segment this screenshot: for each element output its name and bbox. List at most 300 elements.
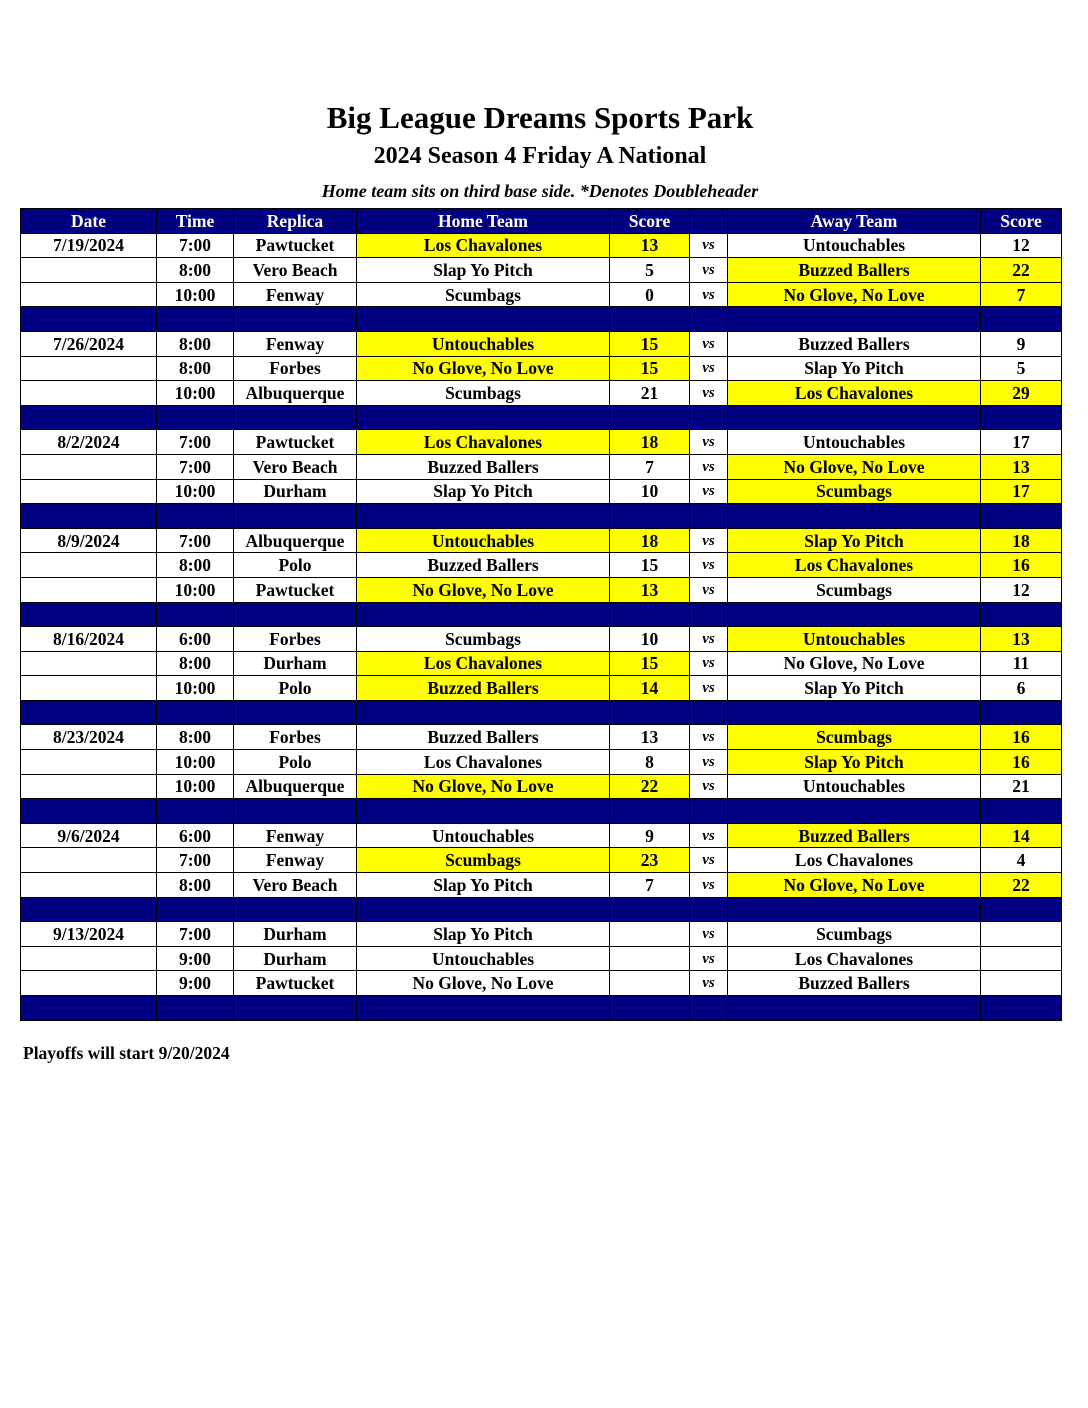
vs-label: vs <box>690 430 728 455</box>
home-team: Untouchables <box>357 528 610 553</box>
separator-cell <box>157 700 234 725</box>
home-score: 21 <box>610 381 690 406</box>
separator-cell <box>357 799 610 824</box>
away-score: 9 <box>981 331 1062 356</box>
game-time: 7:00 <box>157 430 234 455</box>
game-time: 9:00 <box>157 971 234 996</box>
game-time: 6:00 <box>157 627 234 652</box>
separator-cell <box>357 602 610 627</box>
week-date <box>21 651 157 676</box>
separator-cell <box>357 897 610 922</box>
separator-cell <box>21 504 157 529</box>
away-team: Scumbags <box>728 725 981 750</box>
schedule-table <box>20 208 1062 1021</box>
home-team: No Glove, No Love <box>357 577 610 602</box>
away-score: 29 <box>981 381 1062 406</box>
week-date <box>21 381 157 406</box>
separator-cell <box>981 602 1062 627</box>
week-separator <box>21 405 1062 430</box>
week-date: 7/26/2024 <box>21 331 157 356</box>
away-team: Buzzed Ballers <box>728 823 981 848</box>
away-team: Scumbags <box>728 577 981 602</box>
separator-cell <box>157 405 234 430</box>
separator-cell <box>690 897 728 922</box>
separator-cell <box>157 602 234 627</box>
replica-field: Albuquerque <box>234 774 357 799</box>
week-date <box>21 676 157 701</box>
separator-cell <box>728 996 981 1021</box>
game-time: 10:00 <box>157 750 234 775</box>
vs-label: vs <box>690 528 728 553</box>
away-team: No Glove, No Love <box>728 454 981 479</box>
vs-label: vs <box>690 331 728 356</box>
separator-cell <box>234 307 357 332</box>
home-score: 23 <box>610 848 690 873</box>
home-team: Los Chavalones <box>357 233 610 258</box>
game-time: 8:00 <box>157 553 234 578</box>
home-score: 13 <box>610 725 690 750</box>
separator-cell <box>234 700 357 725</box>
game-time: 7:00 <box>157 922 234 947</box>
game-time: 7:00 <box>157 454 234 479</box>
col-away-team: Away Team <box>728 209 981 234</box>
home-score: 9 <box>610 823 690 848</box>
week-date: 9/13/2024 <box>21 922 157 947</box>
week-date <box>21 848 157 873</box>
week-separator <box>21 799 1062 824</box>
home-team: Untouchables <box>357 823 610 848</box>
replica-field: Forbes <box>234 725 357 750</box>
separator-cell <box>690 996 728 1021</box>
away-score: 16 <box>981 725 1062 750</box>
vs-label: vs <box>690 848 728 873</box>
vs-label: vs <box>690 258 728 283</box>
vs-label: vs <box>690 553 728 578</box>
away-team: Los Chavalones <box>728 946 981 971</box>
away-team: Buzzed Ballers <box>728 331 981 356</box>
game-time: 7:00 <box>157 233 234 258</box>
home-score: 7 <box>610 454 690 479</box>
separator-cell <box>981 405 1062 430</box>
separator-cell <box>21 996 157 1021</box>
away-score: 12 <box>981 233 1062 258</box>
replica-field: Polo <box>234 553 357 578</box>
replica-field: Albuquerque <box>234 528 357 553</box>
separator-cell <box>21 897 157 922</box>
vs-label: vs <box>690 946 728 971</box>
vs-label: vs <box>690 577 728 602</box>
page-title: Big League Dreams Sports Park <box>326 100 754 135</box>
separator-cell <box>21 405 157 430</box>
home-team: Scumbags <box>357 381 610 406</box>
separator-cell <box>690 504 728 529</box>
home-score: 0 <box>610 282 690 307</box>
week-separator <box>21 996 1062 1021</box>
game-time: 10:00 <box>157 577 234 602</box>
away-team: Untouchables <box>728 233 981 258</box>
home-score: 14 <box>610 676 690 701</box>
replica-field: Vero Beach <box>234 258 357 283</box>
home-team: Buzzed Ballers <box>357 676 610 701</box>
home-team: Slap Yo Pitch <box>357 922 610 947</box>
vs-label: vs <box>690 676 728 701</box>
col-away-score: Score <box>981 209 1062 234</box>
home-score <box>610 971 690 996</box>
vs-label: vs <box>690 750 728 775</box>
col-home-team: Home Team <box>357 209 610 234</box>
week-date <box>21 479 157 504</box>
separator-cell <box>234 799 357 824</box>
separator-cell <box>690 602 728 627</box>
separator-cell <box>728 700 981 725</box>
game-row <box>21 651 1062 676</box>
away-score <box>981 971 1062 996</box>
away-score: 22 <box>981 258 1062 283</box>
game-time: 10:00 <box>157 479 234 504</box>
separator-cell <box>610 700 690 725</box>
vs-label: vs <box>690 381 728 406</box>
home-team: Untouchables <box>357 946 610 971</box>
away-team: Slap Yo Pitch <box>728 676 981 701</box>
separator-cell <box>357 307 610 332</box>
vs-label: vs <box>690 454 728 479</box>
home-team: Untouchables <box>357 331 610 356</box>
home-score: 5 <box>610 258 690 283</box>
away-team: Los Chavalones <box>728 553 981 578</box>
away-score <box>981 922 1062 947</box>
separator-cell <box>728 307 981 332</box>
game-time: 7:00 <box>157 848 234 873</box>
col-date: Date <box>21 209 157 234</box>
separator-cell <box>21 700 157 725</box>
vs-label: vs <box>690 233 728 258</box>
vs-label: vs <box>690 922 728 947</box>
vs-label: vs <box>690 282 728 307</box>
away-team: Slap Yo Pitch <box>728 750 981 775</box>
home-score: 10 <box>610 627 690 652</box>
game-time: 8:00 <box>157 356 234 381</box>
game-row <box>21 282 1062 307</box>
away-score: 18 <box>981 528 1062 553</box>
game-row <box>21 479 1062 504</box>
replica-field: Polo <box>234 750 357 775</box>
away-score: 7 <box>981 282 1062 307</box>
home-team: Scumbags <box>357 627 610 652</box>
separator-cell <box>728 897 981 922</box>
away-team: Buzzed Ballers <box>728 258 981 283</box>
schedule-note: Home team sits on third base side. *Denotes Doubleheader <box>321 181 759 201</box>
col-replica: Replica <box>234 209 357 234</box>
schedule-body <box>21 233 1062 1020</box>
home-team: Buzzed Ballers <box>357 725 610 750</box>
page-subtitle: 2024 Season 4 Friday A National <box>373 143 707 169</box>
home-team: No Glove, No Love <box>357 774 610 799</box>
game-row <box>21 258 1062 283</box>
game-row <box>21 627 1062 652</box>
separator-cell <box>357 504 610 529</box>
away-team: Scumbags <box>728 479 981 504</box>
game-row <box>21 823 1062 848</box>
col-home-score: Score <box>610 209 690 234</box>
game-time: 8:00 <box>157 651 234 676</box>
game-time: 10:00 <box>157 676 234 701</box>
game-time: 6:00 <box>157 823 234 848</box>
away-score: 12 <box>981 577 1062 602</box>
separator-cell <box>728 602 981 627</box>
separator-cell <box>610 307 690 332</box>
separator-cell <box>21 307 157 332</box>
home-team: Scumbags <box>357 282 610 307</box>
col-vs <box>690 209 728 234</box>
separator-cell <box>610 996 690 1021</box>
vs-label: vs <box>690 479 728 504</box>
game-row <box>21 774 1062 799</box>
home-team: Scumbags <box>357 848 610 873</box>
away-team: Untouchables <box>728 430 981 455</box>
week-date <box>21 454 157 479</box>
separator-cell <box>981 897 1062 922</box>
separator-cell <box>728 504 981 529</box>
playoffs-note: Playoffs will start 9/20/2024 <box>23 1043 230 1063</box>
game-row <box>21 331 1062 356</box>
home-team: Los Chavalones <box>357 651 610 676</box>
game-time: 8:00 <box>157 331 234 356</box>
home-team: Slap Yo Pitch <box>357 873 610 898</box>
game-time: 9:00 <box>157 946 234 971</box>
game-row <box>21 676 1062 701</box>
week-date <box>21 971 157 996</box>
game-time: 10:00 <box>157 774 234 799</box>
home-score: 13 <box>610 233 690 258</box>
separator-cell <box>234 897 357 922</box>
week-date <box>21 577 157 602</box>
week-date <box>21 553 157 578</box>
home-score: 8 <box>610 750 690 775</box>
separator-cell <box>234 996 357 1021</box>
separator-cell <box>610 602 690 627</box>
replica-field: Pawtucket <box>234 577 357 602</box>
home-score: 7 <box>610 873 690 898</box>
replica-field: Fenway <box>234 823 357 848</box>
separator-cell <box>610 897 690 922</box>
replica-field: Pawtucket <box>234 971 357 996</box>
separator-cell <box>690 405 728 430</box>
header-row <box>21 209 1062 234</box>
separator-cell <box>690 700 728 725</box>
week-date: 8/2/2024 <box>21 430 157 455</box>
week-date: 8/9/2024 <box>21 528 157 553</box>
home-team: No Glove, No Love <box>357 971 610 996</box>
game-row <box>21 430 1062 455</box>
week-date <box>21 750 157 775</box>
game-row <box>21 946 1062 971</box>
game-time: 7:00 <box>157 528 234 553</box>
week-separator <box>21 897 1062 922</box>
separator-cell <box>610 799 690 824</box>
week-date <box>21 873 157 898</box>
week-separator <box>21 700 1062 725</box>
separator-cell <box>690 307 728 332</box>
replica-field: Durham <box>234 922 357 947</box>
week-date <box>21 774 157 799</box>
separator-cell <box>728 799 981 824</box>
game-time: 10:00 <box>157 282 234 307</box>
away-score: 17 <box>981 479 1062 504</box>
home-team: Los Chavalones <box>357 750 610 775</box>
away-score: 5 <box>981 356 1062 381</box>
separator-cell <box>981 504 1062 529</box>
replica-field: Durham <box>234 651 357 676</box>
replica-field: Pawtucket <box>234 430 357 455</box>
away-score: 16 <box>981 750 1062 775</box>
game-row <box>21 356 1062 381</box>
home-score <box>610 922 690 947</box>
home-score: 10 <box>610 479 690 504</box>
separator-cell <box>157 996 234 1021</box>
game-time: 8:00 <box>157 725 234 750</box>
replica-field: Polo <box>234 676 357 701</box>
away-team: Slap Yo Pitch <box>728 528 981 553</box>
replica-field: Forbes <box>234 627 357 652</box>
away-score: 14 <box>981 823 1062 848</box>
separator-cell <box>21 602 157 627</box>
game-time: 8:00 <box>157 873 234 898</box>
replica-field: Durham <box>234 946 357 971</box>
away-team: Los Chavalones <box>728 381 981 406</box>
away-team: No Glove, No Love <box>728 873 981 898</box>
vs-label: vs <box>690 823 728 848</box>
home-team: Slap Yo Pitch <box>357 479 610 504</box>
home-score: 13 <box>610 577 690 602</box>
week-separator <box>21 504 1062 529</box>
replica-field: Fenway <box>234 282 357 307</box>
away-score: 13 <box>981 627 1062 652</box>
home-team: Slap Yo Pitch <box>357 258 610 283</box>
home-score: 18 <box>610 430 690 455</box>
separator-cell <box>157 799 234 824</box>
game-row <box>21 577 1062 602</box>
week-date: 8/16/2024 <box>21 627 157 652</box>
separator-cell <box>981 307 1062 332</box>
week-date: 8/23/2024 <box>21 725 157 750</box>
home-team: Buzzed Ballers <box>357 553 610 578</box>
away-team: Buzzed Ballers <box>728 971 981 996</box>
replica-field: Durham <box>234 479 357 504</box>
separator-cell <box>357 405 610 430</box>
home-score <box>610 946 690 971</box>
vs-label: vs <box>690 627 728 652</box>
separator-cell <box>234 504 357 529</box>
week-separator <box>21 307 1062 332</box>
game-row <box>21 528 1062 553</box>
replica-field: Vero Beach <box>234 873 357 898</box>
home-score: 22 <box>610 774 690 799</box>
week-date <box>21 356 157 381</box>
game-row <box>21 454 1062 479</box>
separator-cell <box>357 996 610 1021</box>
away-score: 16 <box>981 553 1062 578</box>
home-score: 15 <box>610 331 690 356</box>
week-date: 9/6/2024 <box>21 823 157 848</box>
away-team: Scumbags <box>728 922 981 947</box>
game-row <box>21 971 1062 996</box>
away-score: 11 <box>981 651 1062 676</box>
away-team: No Glove, No Love <box>728 282 981 307</box>
home-team: Los Chavalones <box>357 430 610 455</box>
away-score: 22 <box>981 873 1062 898</box>
week-date: 7/19/2024 <box>21 233 157 258</box>
vs-label: vs <box>690 873 728 898</box>
replica-field: Pawtucket <box>234 233 357 258</box>
vs-label: vs <box>690 774 728 799</box>
game-row <box>21 725 1062 750</box>
separator-cell <box>21 799 157 824</box>
replica-field: Fenway <box>234 848 357 873</box>
separator-cell <box>981 996 1062 1021</box>
away-team: No Glove, No Love <box>728 651 981 676</box>
home-score: 15 <box>610 651 690 676</box>
separator-cell <box>981 700 1062 725</box>
game-row <box>21 233 1062 258</box>
week-separator <box>21 602 1062 627</box>
separator-cell <box>234 602 357 627</box>
home-score: 15 <box>610 356 690 381</box>
replica-field: Forbes <box>234 356 357 381</box>
separator-cell <box>610 405 690 430</box>
separator-cell <box>610 504 690 529</box>
game-row <box>21 381 1062 406</box>
vs-label: vs <box>690 725 728 750</box>
separator-cell <box>157 307 234 332</box>
vs-label: vs <box>690 356 728 381</box>
vs-label: vs <box>690 971 728 996</box>
week-date <box>21 258 157 283</box>
away-team: Untouchables <box>728 774 981 799</box>
home-score: 18 <box>610 528 690 553</box>
separator-cell <box>690 799 728 824</box>
game-time: 10:00 <box>157 381 234 406</box>
away-team: Los Chavalones <box>728 848 981 873</box>
separator-cell <box>234 405 357 430</box>
week-date <box>21 282 157 307</box>
separator-cell <box>357 700 610 725</box>
home-team: Buzzed Ballers <box>357 454 610 479</box>
game-time: 8:00 <box>157 258 234 283</box>
away-score: 21 <box>981 774 1062 799</box>
game-row <box>21 848 1062 873</box>
game-row <box>21 873 1062 898</box>
away-score: 4 <box>981 848 1062 873</box>
game-row <box>21 922 1062 947</box>
away-team: Slap Yo Pitch <box>728 356 981 381</box>
game-row <box>21 553 1062 578</box>
separator-cell <box>157 897 234 922</box>
away-score: 6 <box>981 676 1062 701</box>
separator-cell <box>981 799 1062 824</box>
separator-cell <box>728 405 981 430</box>
home-score: 15 <box>610 553 690 578</box>
week-date <box>21 946 157 971</box>
home-team: No Glove, No Love <box>357 356 610 381</box>
replica-field: Vero Beach <box>234 454 357 479</box>
away-score: 13 <box>981 454 1062 479</box>
col-time: Time <box>157 209 234 234</box>
replica-field: Fenway <box>234 331 357 356</box>
replica-field: Albuquerque <box>234 381 357 406</box>
game-row <box>21 750 1062 775</box>
away-score: 17 <box>981 430 1062 455</box>
vs-label: vs <box>690 651 728 676</box>
